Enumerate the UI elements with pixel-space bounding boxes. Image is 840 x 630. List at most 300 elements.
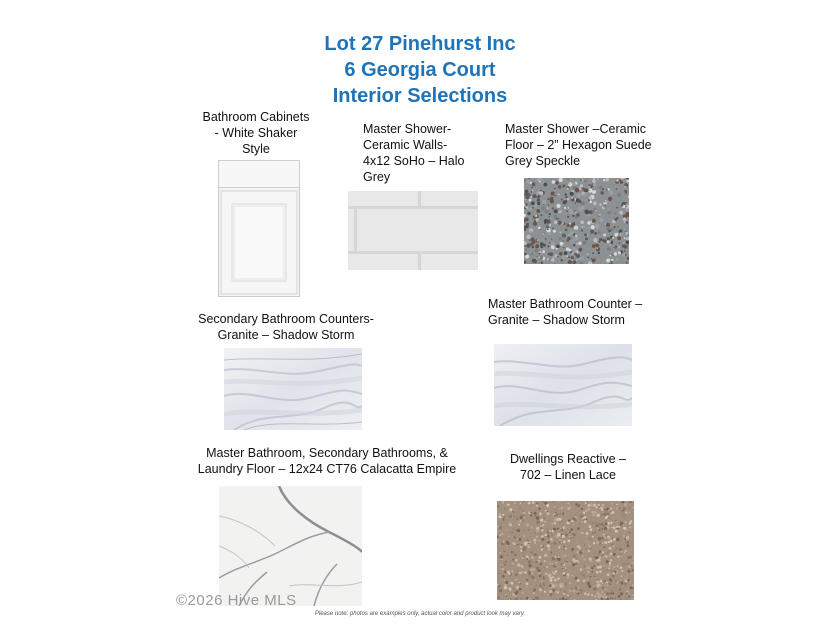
- carpet-fiber: [505, 561, 507, 563]
- carpet-fiber: [606, 560, 609, 563]
- carpet-fiber: [599, 556, 601, 558]
- carpet-fiber: [538, 540, 540, 542]
- speckle-dot: [562, 240, 565, 243]
- carpet-fiber: [532, 574, 533, 575]
- shower-walls-caption: [363, 121, 464, 185]
- speckle-dot: [587, 254, 589, 256]
- carpet-fiber: [508, 588, 511, 591]
- carpet-fiber: [522, 592, 524, 594]
- speckle-dot: [548, 245, 550, 247]
- speckle-dot: [596, 223, 600, 227]
- speckle-dot: [607, 188, 609, 190]
- carpet-fiber: [538, 560, 540, 562]
- speckle-dot: [597, 247, 599, 249]
- carpet-fiber: [521, 565, 524, 568]
- speckle-dot: [564, 251, 568, 255]
- speckle-dot: [536, 256, 538, 258]
- carpet-fiber: [539, 513, 542, 516]
- speckle-dot: [559, 252, 563, 256]
- carpet-fiber: [536, 567, 539, 570]
- carpet-fiber: [534, 539, 537, 542]
- speckle-dot: [603, 179, 605, 181]
- carpet-fiber: [554, 579, 557, 582]
- carpet-fiber: [536, 529, 539, 532]
- carpet-fiber: [514, 592, 517, 595]
- speckle-dot: [544, 219, 548, 223]
- carpet-fiber: [610, 580, 612, 582]
- speckle-dot: [556, 218, 558, 220]
- carpet-fiber: [508, 546, 509, 547]
- carpet-fiber: [611, 503, 613, 505]
- carpet-fiber: [593, 542, 595, 544]
- carpet-fiber: [539, 585, 542, 588]
- carpet-fiber: [551, 523, 553, 525]
- carpet-fiber: [602, 528, 604, 530]
- carpet-fiber: [531, 556, 533, 558]
- speckle-dot: [568, 207, 570, 209]
- calacatta-swatch: [219, 486, 362, 606]
- speckle-dot: [576, 189, 580, 193]
- carpet-fiber: [624, 503, 627, 506]
- carpet-fiber: [552, 563, 553, 564]
- carpet-fiber: [512, 559, 514, 561]
- carpet-fiber: [602, 532, 604, 534]
- carpet-fiber: [600, 553, 601, 554]
- carpet-fiber: [535, 580, 536, 581]
- carpet-fiber: [534, 553, 537, 556]
- carpet-fiber: [601, 591, 604, 594]
- speckle-dot: [546, 228, 550, 232]
- carpet-fiber: [610, 544, 611, 545]
- carpet-fiber: [602, 542, 604, 544]
- carpet-fiber: [608, 509, 609, 510]
- speckle-dot: [619, 232, 623, 236]
- carpet-fiber: [560, 514, 561, 515]
- speckle-dot: [526, 244, 530, 248]
- speckle-dot: [591, 225, 595, 229]
- carpet-fiber: [516, 529, 518, 531]
- speckle-dot: [526, 180, 530, 184]
- caption-line: Style: [242, 142, 270, 156]
- carpet-fiber: [577, 527, 580, 530]
- carpet-fiber: [515, 579, 517, 581]
- carpet-fiber: [511, 551, 514, 554]
- carpet-fiber: [603, 513, 606, 516]
- speckle-dot: [587, 257, 589, 259]
- speckle-dot: [603, 234, 606, 237]
- carpet-fiber: [565, 547, 567, 549]
- carpet-fiber: [572, 558, 575, 561]
- carpet-fiber: [617, 555, 619, 557]
- speckle-dot: [560, 207, 561, 208]
- speckle-dot: [539, 253, 541, 255]
- carpet-fiber: [537, 597, 539, 599]
- carpet-fiber: [541, 529, 543, 531]
- carpet-fiber: [597, 570, 598, 571]
- carpet-fiber: [504, 508, 506, 510]
- carpet-fiber: [504, 580, 505, 581]
- speckle-dot: [548, 233, 550, 235]
- carpet-fiber: [503, 562, 505, 564]
- carpet-fiber: [606, 597, 609, 600]
- carpet-fiber: [608, 517, 611, 520]
- carpet-fiber: [595, 596, 596, 597]
- carpet-fiber: [541, 595, 543, 597]
- speckle-dot: [574, 237, 578, 241]
- carpet-fiber: [526, 523, 529, 526]
- carpet-fiber: [554, 542, 557, 545]
- carpet-fiber: [513, 528, 515, 530]
- carpet-fiber: [597, 514, 600, 517]
- carpet-fiber: [620, 554, 622, 556]
- speckle-dot: [567, 216, 569, 218]
- carpet-fiber: [605, 555, 608, 558]
- speckle-dot: [549, 242, 551, 244]
- carpet-fiber: [568, 592, 569, 593]
- carpet-fiber: [584, 544, 585, 545]
- carpet-fiber: [613, 572, 616, 575]
- carpet-fiber: [583, 512, 585, 514]
- carpet-fiber: [607, 580, 608, 581]
- carpet-fiber: [610, 540, 613, 543]
- carpet-fiber: [516, 545, 517, 546]
- carpet-fiber: [627, 579, 630, 582]
- carpet-fiber: [551, 543, 552, 544]
- carpet-fiber: [617, 565, 619, 567]
- carpet-fiber: [497, 505, 499, 507]
- carpet-fiber: [610, 513, 612, 515]
- speckle-dot: [576, 213, 579, 216]
- carpet-fiber: [543, 588, 544, 589]
- carpet-fiber: [535, 533, 536, 534]
- speckle-dot: [570, 225, 571, 226]
- speckle-dot: [557, 218, 559, 220]
- speckle-dot: [613, 202, 615, 204]
- speckle-dot: [560, 232, 561, 233]
- carpet-fiber: [586, 536, 587, 537]
- carpet-fiber: [599, 580, 602, 583]
- carpet-fiber: [614, 580, 617, 583]
- speckle-dot: [570, 231, 574, 235]
- speckle-dot: [528, 207, 530, 209]
- carpet-fiber: [541, 545, 543, 547]
- carpet-fiber: [560, 563, 562, 565]
- carpet-fiber: [585, 547, 588, 550]
- speckle-dot: [545, 210, 548, 213]
- carpet-fiber: [499, 515, 502, 518]
- speckle-dot: [587, 221, 591, 225]
- carpet-fiber: [565, 557, 566, 558]
- speckle-dot: [559, 237, 562, 240]
- title-line-address: 6 Georgia Court: [344, 59, 496, 81]
- carpet-fiber: [625, 550, 627, 552]
- speckle-dot: [531, 187, 533, 189]
- speckle-dot: [580, 257, 584, 261]
- carpet-fiber: [530, 526, 531, 527]
- speckle-dot: [599, 203, 601, 205]
- carpet-fiber: [555, 562, 556, 563]
- carpet-fiber: [517, 544, 519, 546]
- carpet-fiber: [585, 510, 587, 512]
- speckle-dot: [568, 182, 572, 186]
- carpet-fiber: [538, 569, 541, 572]
- carpet-fiber: [602, 587, 604, 589]
- carpet-fiber: [609, 562, 611, 564]
- speckle-dot: [569, 210, 573, 214]
- carpet-fiber: [583, 558, 586, 561]
- speckle-dot: [576, 183, 578, 185]
- carpet-fiber: [584, 566, 585, 567]
- carpet-fiber: [588, 550, 590, 552]
- carpet-fiber: [500, 535, 501, 536]
- speckle-dot: [556, 204, 560, 208]
- carpet-fiber: [602, 524, 604, 526]
- speckle-dot: [561, 259, 563, 261]
- carpet-fiber: [587, 509, 588, 510]
- granite-swatch-master: [494, 344, 632, 426]
- carpet-fiber: [633, 594, 634, 595]
- carpet-fiber: [609, 569, 611, 571]
- speckle-dot: [542, 200, 546, 204]
- carpet-fiber: [584, 576, 585, 577]
- speckle-dot: [603, 202, 604, 203]
- carpet-fiber: [526, 579, 528, 581]
- carpet-fiber: [577, 591, 579, 593]
- caption-line: Master Shower –Ceramic: [505, 122, 647, 136]
- speckle-dot: [578, 200, 581, 203]
- carpet-fiber: [528, 529, 529, 530]
- carpet-fiber: [607, 513, 609, 515]
- carpet-fiber: [568, 519, 570, 521]
- carpet-fiber: [611, 589, 613, 591]
- speckle-dot: [592, 190, 596, 194]
- speckle-dot: [569, 223, 571, 225]
- caption-line: Master Bathroom, Secondary Bathrooms, &: [206, 446, 448, 460]
- carpet-fiber: [559, 584, 561, 586]
- carpet-fiber: [584, 593, 586, 595]
- carpet-fiber: [518, 524, 520, 526]
- carpet-fiber: [514, 554, 517, 557]
- carpet-fiber: [561, 556, 562, 557]
- carpet-fiber: [532, 501, 535, 504]
- carpet-fiber: [601, 508, 604, 511]
- carpet-fiber: [623, 527, 626, 530]
- title-line-selections: Interior Selections: [332, 85, 508, 107]
- speckle-dot: [563, 247, 564, 248]
- carpet-fiber: [564, 569, 566, 571]
- speckle-dot: [605, 223, 607, 225]
- carpet-fiber: [579, 553, 580, 554]
- disclaimer-note: Please note: photos are examples only, actual color and product look may vary.: [314, 611, 526, 617]
- speckle-dot: [540, 229, 542, 231]
- carpet-fiber: [526, 597, 529, 600]
- carpet-fiber: [584, 520, 587, 523]
- carpet-fiber: [609, 592, 611, 594]
- speckle-dot: [598, 235, 599, 236]
- carpet-fiber: [585, 502, 587, 504]
- carpet-fiber: [629, 508, 630, 509]
- speckle-dot: [618, 251, 621, 254]
- carpet-fiber: [562, 535, 565, 538]
- carpet-fiber: [576, 541, 577, 542]
- carpet-fiber: [517, 563, 520, 566]
- speckle-dot: [541, 262, 544, 265]
- speckle-dot: [568, 260, 572, 264]
- carpet-fiber: [612, 511, 615, 514]
- carpet-fiber: [620, 566, 623, 569]
- speckle-dot: [614, 218, 617, 221]
- speckle-dot: [566, 210, 568, 212]
- carpet-fiber: [501, 566, 504, 569]
- speckle-dot: [549, 213, 551, 215]
- carpet-fiber: [531, 572, 533, 574]
- carpet-fiber: [544, 514, 545, 515]
- speckle-dot: [566, 239, 569, 242]
- carpet-fiber: [629, 520, 632, 523]
- carpet-fiber: [552, 571, 553, 572]
- speckle-dot: [558, 194, 560, 196]
- carpet-fiber: [528, 560, 531, 563]
- carpet-fiber: [631, 573, 633, 575]
- speckle-dot: [541, 206, 545, 210]
- speckle-dot: [543, 260, 545, 262]
- carpet-fiber: [561, 529, 564, 532]
- carpet-fiber: [573, 517, 576, 520]
- carpet-fiber: [580, 568, 582, 570]
- carpet-fiber: [554, 506, 556, 508]
- carpet-fiber: [589, 558, 592, 561]
- speckle-dot: [616, 180, 618, 182]
- carpet-fiber: [570, 525, 571, 526]
- carpet-fiber: [576, 548, 577, 549]
- speckle-dot: [531, 253, 532, 254]
- carpet-fiber: [610, 522, 612, 524]
- speckle-dot: [592, 244, 596, 248]
- speckle-dot: [568, 256, 570, 258]
- speckle-dot: [567, 188, 569, 190]
- carpet-fiber: [544, 554, 547, 557]
- speckle-dot: [607, 240, 610, 243]
- carpet-fiber: [585, 518, 586, 519]
- carpet-fiber: [505, 586, 507, 588]
- carpet-fiber: [571, 524, 572, 525]
- speckle-dot: [566, 247, 569, 250]
- carpet-fiber: [590, 528, 593, 531]
- carpet-fiber: [528, 558, 530, 560]
- carpet-fiber: [558, 546, 560, 548]
- carpet-fiber: [555, 512, 557, 514]
- speckle-dot: [580, 179, 582, 181]
- carpet-fiber: [499, 523, 502, 526]
- carpet-fiber: [602, 594, 603, 595]
- speckle-dot: [572, 215, 574, 217]
- carpet-fiber: [536, 585, 537, 586]
- cabinet-door-swatch: [218, 160, 300, 297]
- carpet-fiber: [621, 564, 624, 567]
- carpet-fiber: [512, 532, 513, 533]
- carpet-fiber: [562, 561, 564, 563]
- speckle-dot: [532, 207, 534, 209]
- carpet-fiber: [628, 536, 629, 537]
- carpet-fiber: [516, 516, 519, 519]
- carpet-fiber: [616, 507, 618, 509]
- carpet-fiber: [596, 559, 599, 562]
- carpet-fiber: [559, 598, 561, 600]
- speckle-dot: [547, 258, 549, 260]
- carpet-fiber: [586, 566, 589, 569]
- floor-caption: [192, 445, 462, 477]
- carpet-fiber: [529, 541, 531, 543]
- carpet-fiber: [519, 521, 521, 523]
- speckle-dot: [552, 207, 554, 209]
- speckle-dot: [595, 210, 597, 212]
- carpet-fiber: [504, 551, 505, 552]
- speckle-dot: [539, 191, 543, 195]
- carpet-fiber: [613, 526, 616, 529]
- carpet-fiber: [498, 513, 501, 516]
- carpet-fiber: [508, 514, 511, 517]
- speckle-dot: [547, 223, 550, 226]
- carpet-fiber: [504, 564, 505, 565]
- carpet-fiber: [590, 560, 592, 562]
- carpet-fiber: [567, 501, 568, 502]
- page-title: [0, 31, 840, 109]
- carpet-fiber: [583, 575, 585, 577]
- carpet-fiber: [603, 571, 604, 572]
- carpet-fiber: [626, 529, 628, 531]
- carpet-fiber: [592, 536, 594, 538]
- carpet-fiber: [602, 583, 603, 584]
- speckle-dot: [615, 246, 617, 248]
- carpet-fiber: [506, 504, 508, 506]
- speckle-dot: [606, 226, 610, 230]
- speckle-dot: [567, 198, 569, 200]
- carpet-fiber: [535, 561, 537, 563]
- carpet-fiber: [623, 507, 626, 510]
- speckle-dot: [561, 199, 563, 201]
- carpet-fiber: [615, 550, 616, 551]
- carpet-fiber: [549, 562, 550, 563]
- carpet-fiber: [541, 549, 543, 551]
- carpet-fiber: [511, 582, 514, 585]
- carpet-fiber: [521, 544, 523, 546]
- carpet-fiber: [536, 502, 538, 504]
- carpet-fiber: [552, 576, 554, 578]
- carpet-fiber: [555, 584, 558, 587]
- carpet-fiber: [605, 569, 608, 572]
- carpet-fiber: [620, 536, 621, 537]
- carpet-fiber: [589, 515, 590, 516]
- speckle-dot: [576, 243, 578, 245]
- carpet-fiber: [500, 555, 503, 558]
- carpet-fiber: [605, 517, 607, 519]
- carpet-fiber: [616, 526, 619, 529]
- speckle-dot: [605, 200, 607, 202]
- speckle-dot: [585, 215, 586, 216]
- speckle-dot: [529, 199, 532, 202]
- carpet-fiber: [573, 537, 574, 538]
- carpet-fiber: [563, 546, 565, 548]
- speckle-dot: [589, 196, 593, 200]
- carpet-fiber: [567, 576, 570, 579]
- carpet-fiber: [498, 573, 499, 574]
- speckle-dot: [533, 222, 537, 226]
- carpet-fiber: [605, 511, 607, 513]
- speckle-dot: [587, 234, 589, 236]
- caption-line: 4x12 SoHo – Halo: [363, 154, 465, 168]
- speckle-dot: [538, 195, 541, 198]
- speckle-dot: [605, 237, 607, 239]
